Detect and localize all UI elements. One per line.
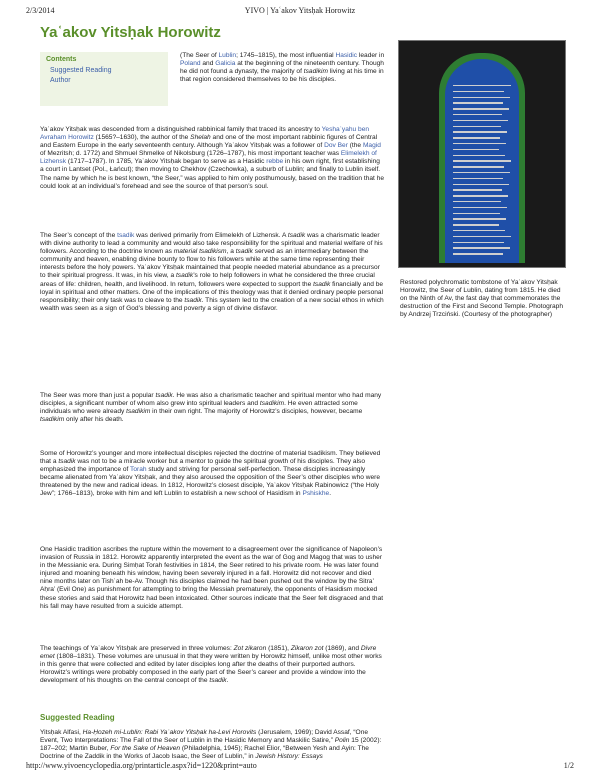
link-dov-ber[interactable]: Dov Ber (324, 142, 348, 150)
link-yeshayahu-horowitz[interactable]: Yeshaʿyahu ben Avraham Horowitz (40, 126, 370, 142)
paragraph-rupture: One Hasidic tradition ascribes the rupture within the movement to a disagreement over the significance of Napoleon’s invasion of Russia in 1812. Horowitz apparently interpreted the event as the war of Gog and Magog that was to usher in the Messianic era. During Simḥat Torah festivities in 1814, the Seer retired to his private room. He was later found injured and moaning beneath his window, having been severely injured in a fall. Horowitz did not recover and died nine months later on Tishʿah be-Av. Though his disciples claimed he had been pushed out the window by the Sitra’ Aḥra’ (Evil One) as punishment for attempting to bring the Messiah prematurely, the opponents of Hasidism mocked these stories and said that Horowitz had been intoxicated. Other sources indicate that the Seer felt disgraced and that his fall may have resulted from a suicide attempt. (40, 546, 384, 610)
inscription-line (453, 91, 504, 92)
inscription-line (453, 166, 504, 167)
inscription-line (453, 97, 510, 98)
article-title: Yaʿakov Yitsḥak Horowitz (40, 24, 221, 41)
inscription-line (453, 160, 511, 161)
inscription-line (453, 149, 499, 150)
inscription-line (453, 137, 500, 138)
page-number: 1/2 (563, 761, 574, 770)
link-poland[interactable]: Poland (180, 60, 201, 68)
toc-link-author[interactable]: Author (50, 77, 71, 84)
inscription-line (453, 172, 510, 173)
tombstone-photo (398, 40, 566, 268)
link-lublin[interactable]: Lublin (218, 52, 237, 59)
inscription-line (453, 213, 500, 214)
inscription-line (453, 178, 503, 179)
link-magid[interactable]: Magid (362, 142, 381, 150)
inscription-line (453, 143, 506, 144)
inscription-line (453, 120, 508, 121)
paragraph-disciples: Some of Horowitz’s younger and more intellectual disciples rejected the doctrine of material tsadikism. They believed that a tsadik was not to be a miracle worker but a mentor to guide the spiritual growth of his disciples. They also emphasized the importance of Torah study and striving for personal self-perfection. These disciples increasingly became alienated from Yaʿakov Yitsḥak, and they also aroused the opposition of the Seer’s other disciples who were threatened by the new and radical ideas. In 1812, Horowitz’s closest disciple, Yaʿakov Yitsḥak Rabinowicz (“the Holy Jew”; 1766–1813), broke with him and left Lublin to establish a new school of Hasidism in Pshiskhe. (40, 450, 381, 498)
inscription-line (453, 131, 507, 132)
paragraph-teacher: The Seer was more than just a popular tsadik. He was also a charismatic teacher and spiritual mentor who had many disciples, a significant number of whom also grew into spiritual leaders and tsadikim. He even attracted some individuals who were already tsadikim in their own right. The majority of Horowitz’s disciples, however, became tsadikim only after his death. (40, 392, 382, 424)
inscription-line (453, 114, 502, 115)
tombstone-inscription (445, 59, 519, 263)
inscription-line (453, 207, 507, 208)
intro-paragraph: (The Seer of Lublin; 1745–1815), the most influential Hasidic leader in Poland and Galicia at the beginning of the nineteenth century. Though he did not found a dynasty, the majority of tsadikim living at his time in that region considered themselves to be his disciples. (180, 52, 385, 84)
inscription-line (453, 230, 505, 231)
inscription-line (453, 108, 509, 109)
inscription-line (453, 247, 510, 248)
inscription-line (453, 126, 501, 127)
toc-heading: Contents (46, 56, 77, 63)
table-of-contents (40, 52, 168, 106)
inscription-line (453, 201, 501, 202)
print-header (26, 6, 574, 15)
link-elimelekh[interactable]: Elimelekh of Lizhensk (40, 150, 377, 166)
inscription-line (453, 218, 506, 219)
link-tsadik[interactable]: tsadik (117, 232, 135, 239)
suggested-reading-heading: Suggested Reading (40, 713, 115, 722)
link-rebbe[interactable]: rebbe (266, 158, 284, 166)
inscription-line (453, 195, 508, 196)
print-footer (26, 761, 574, 770)
print-title: YIVO | Yaʿakov Yitsḥak Horowitz (244, 6, 356, 15)
inscription-line (453, 184, 509, 185)
paragraph-teachings: The teachings of Yaʿakov Yitsḥak are preserved in three volumes: Zot zikaron (1851), Zikaron zot (1869), and Divre emet (1808–1831). These volumes are unusual in that they were written by Horowitz himself, unlike most other works in this genre that were collected and edited by later disciples long after the deaths of their purported authors. Horowitz’s writings were probably composed in the early part of the Seer’s career and provide a window into the development of his thoughts on the central concept of the tsadik. (40, 645, 382, 685)
link-torah[interactable]: Torah (130, 466, 147, 474)
inscription-line (453, 189, 502, 190)
print-date: 2/3/2014 (26, 6, 55, 15)
inscription-line (453, 253, 503, 254)
inscription-line (453, 242, 504, 243)
link-pshiskhe[interactable]: Pshiskhe (302, 490, 330, 498)
paragraph-tsadik-concept: The Seer’s concept of the tsadik was derived primarily from Elimelekh of Lizhensk. A tsadik was a charismatic leader with divine authority to lead a community and would also take responsibility for the spiritual and material welfare of his followers. According to the doctrine known as material tsadikism, a tsadik served as an intermediary between the community and heaven, enabling divine bounty to flow to his followers while at the same time representing their interests before the holy powers. Yaʿakov Yitsḥak maintained that people needed material abundance as a precursor to their spiritual progress. It was, in his view, a tsadik’s role to help followers in what he considered the three crucial areas of life: children, health, and livelihood. In return, followers were expected to support the tsadik financially and be loyal in spiritual and other matters. One of the implications of this theology was that it denied ordinary people personal responsibility; their only task was to cleave to the tsadik. This system led to the creation of a new social ethos in which wealth was seen as a sign of God’s blessing and poverty a sign of divine disfavor. (40, 232, 384, 312)
inscription-line (453, 102, 503, 103)
photo-caption: Restored polychromatic tombstone of Yaʿakov Yitsḥak Horowitz, the Seer of Lublin, dating from 1815. He died on the Ninth of Av, the fast day that commemorates the destruction of the First and Second Temple. Photograph by Andrzej Trzciński. (Courtesy of the photographer) (400, 279, 563, 319)
inscription-line (453, 224, 499, 225)
print-url: http://www.yivoencyclopedia.org/printarticle.aspx?id=1220&print=auto (26, 761, 257, 770)
link-hasidic[interactable]: Hasidic (335, 52, 358, 59)
inscription-line (453, 85, 511, 86)
suggested-reading-text: Yitsḥak Alfasi, Ha-Ḥozeh mi-Lublin: Rabi Yaʿakov Yitsḥak ha-Levi Horovits (Jerusalem, 1969); David Assaf, “One Event, Two Interpretations: The Fall of the Seer of Lublin in the Hasidic Memory and Maskilic Satire,” Polin 15 (2002): 187–202; Martin Buber, For the Sake of Heaven (Philadelphia, 1945); Rachel Elior, “Between Yesh and Ayin: The Doctrine of the Zaddik in the Works of Jacob Isaac, the Seer of Lublin,” in Jewish History: Essays (40, 729, 382, 761)
toc-link-suggested-reading[interactable]: Suggested Reading (50, 67, 112, 74)
inscription-line (453, 236, 511, 237)
link-galicia[interactable]: Galicia (215, 60, 236, 68)
tombstone (439, 53, 525, 263)
inscription-line (453, 155, 505, 156)
paragraph-ancestry: Yaʿakov Yitsḥak was descended from a distinguished rabbinical family that traced its ancestry to Yeshaʿyahu ben Avraham Horowitz (1565?–1630), the author of the Shelah and one of the most important rabbinic figures of Central and Eastern Europe in the early seventeenth century. Although Yaʿakov Yitsḥak was a follower of Dov Ber (the Magid of Mezritsh; d. 1772) and Shmuel Shmelke of Nikolsburg (1726–1787), his most important teacher was Elimelekh of Lizhensk (1717–1787). In 1785, Yaʿakov Yitsḥak began to serve as a Hasidic rebbe in his own right, first establishing a court in Lantset (Pol., Łańcut); then moving to Chekhov (Czechowka), a suburb of Lublin; and finally to Lublin itself. The name by which he is best known, “the Seer,” was applied to him only posthumously, based on the tradition that he could look at an individual’s forehead and see the source of that person’s soul. (40, 126, 385, 190)
